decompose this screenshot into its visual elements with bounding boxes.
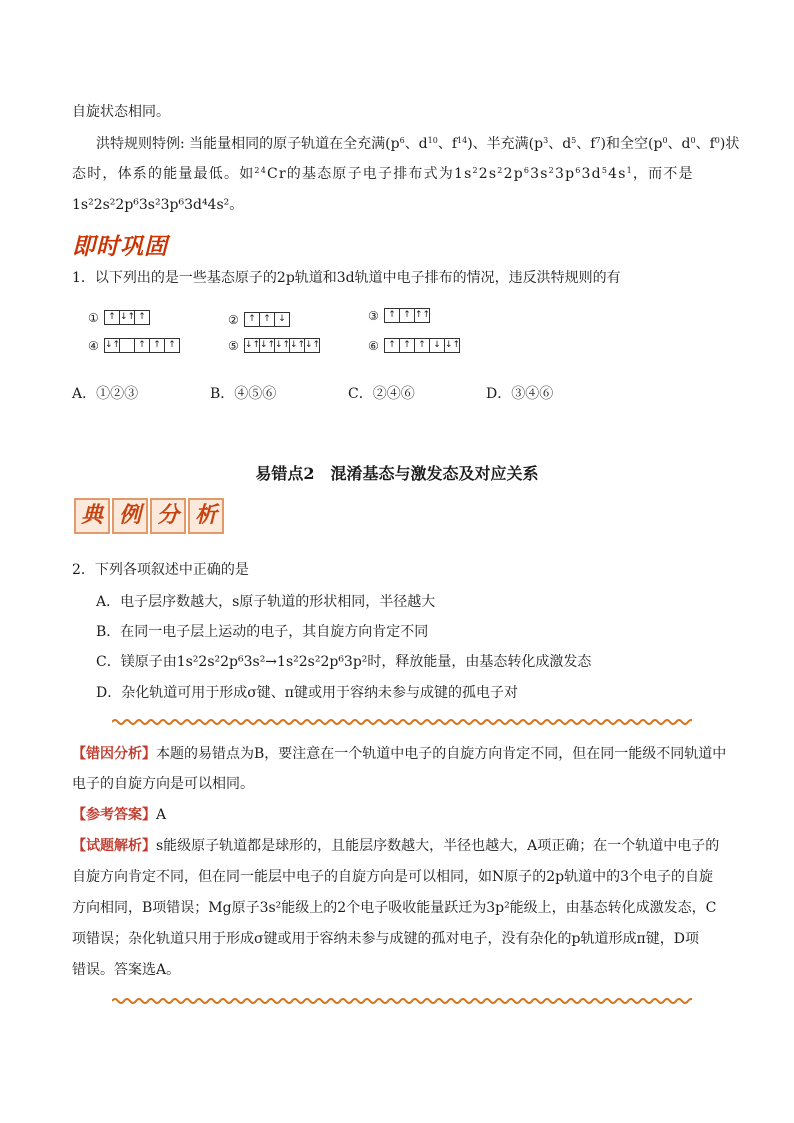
cr-config-line: 态时，体系的能量最低。如$^{24}$Cr的基态原子电子排布式为$1s^22s^22p^63s^23p^63d^54s^1$，而不是 xyxy=(72,166,694,182)
question-1: 1．以下列出的是一些基态原子的2p轨道和3d轨道中电子排布的情况，违反洪特规则的有 xyxy=(72,270,621,286)
wave-divider xyxy=(112,718,692,726)
orbital-boxes xyxy=(384,308,430,323)
section-heading: 易错点2 混淆基态与激发态及对应关系 xyxy=(255,464,539,483)
q2-option-a: A．电子层序数越大，s原子轨道的形状相同，半径越大 xyxy=(96,594,436,610)
option-d: D．③④⑥ xyxy=(486,386,554,402)
orbital-cell: ↑ xyxy=(415,339,430,352)
option-a: A．①②③ xyxy=(72,386,139,402)
orbital-cell: ↓↑ xyxy=(275,340,291,350)
orbital-diagram xyxy=(368,308,430,323)
orbital-cell: ↓↑ xyxy=(120,312,136,322)
orbital-number: ② xyxy=(228,312,239,327)
orbital-cell: ↑ xyxy=(138,312,146,322)
orbital-cell: ↑ xyxy=(150,339,165,352)
orbital-diagram xyxy=(88,338,180,353)
error-analysis: 【错因分析】本题的易错点为B，要注意在一个轨道中电子的自旋方向肯定不同，但在同一能级不同轨道中 xyxy=(72,746,727,762)
orbital-cell: ↑ xyxy=(245,313,260,326)
orbital-cell xyxy=(120,339,135,352)
cr-wrong-config: 1s²2s²2p⁶3s²3p⁶3d⁴4s²。 xyxy=(72,197,244,213)
orbital-boxes xyxy=(104,310,150,325)
orbital-cell: ↑ xyxy=(385,309,400,322)
orbital-cell: ↑ xyxy=(135,339,150,352)
orbital-boxes xyxy=(104,338,180,353)
banner-char: 典 xyxy=(74,498,110,534)
q2-option-c: C．镁原子由1s²2s²2p⁶3s²→1s²2s²2p⁶3p²时，释放能量，由基态转化成激发态 xyxy=(96,654,592,670)
orbital-cell: ↑ xyxy=(400,339,415,352)
solution-line-4: 项错误；杂化轨道只用于形成σ键或用于容纳未参与成键的孤对电子，没有杂化的p轨道形成π键，D项 xyxy=(72,931,699,947)
option-b: B．④⑤⑥ xyxy=(210,386,277,402)
solution-line-5: 错误。答案选A。 xyxy=(72,962,181,978)
orbital-diagram xyxy=(88,310,150,325)
orbital-cell: ↑ xyxy=(105,311,120,324)
orbital-diagram xyxy=(368,338,460,353)
orbital-boxes xyxy=(384,338,460,353)
q2-option-d: D．杂化轨道可用于形成σ键、π键或用于容纳未参与成键的孤电子对 xyxy=(96,685,518,701)
banner-example-analysis xyxy=(74,498,224,534)
banner-instant-review: 即时巩固 xyxy=(72,234,168,260)
orbital-boxes xyxy=(244,338,320,353)
orbital-boxes xyxy=(244,312,290,327)
reference-answer: 【参考答案】A xyxy=(72,807,167,823)
orbital-number: ⑤ xyxy=(228,338,239,353)
banner-char: 例 xyxy=(112,498,148,534)
orbital-cell: ↓↑ xyxy=(260,340,276,350)
orbital-number: ③ xyxy=(368,308,379,323)
paragraph-spin: 自旋状态相同。 xyxy=(72,104,170,120)
orbital-cell: ↑↑ xyxy=(415,310,431,320)
orbital-cell: ↑ xyxy=(400,309,415,322)
solution: 【试题解析】s能级原子轨道都是球形的，且能层序数越大，半径也越大，A项正确；在一个轨道中电子的 xyxy=(72,838,720,854)
orbital-cell: ↓↑ xyxy=(445,340,461,350)
q2-option-b: B．在同一电子层上运动的电子，其自旋方向肯定不同 xyxy=(96,624,429,640)
orbital-number: ⑥ xyxy=(368,338,379,353)
orbital-cell: ↑ xyxy=(168,340,176,350)
wave-divider xyxy=(112,997,692,1005)
orbital-number: ① xyxy=(88,310,99,325)
solution-line-2: 自旋方向肯定不同，但在同一能层中电子的自旋方向是可以相同，如N原子的2p轨道中的3个电子的自旋 xyxy=(72,869,714,885)
orbital-diagram xyxy=(228,312,290,327)
banner-char: 析 xyxy=(188,498,224,534)
orbital-cell: ↓ xyxy=(278,314,286,324)
orbital-number: ④ xyxy=(88,338,99,353)
orbital-cell: ↓↑ xyxy=(290,340,306,350)
orbital-cell: ↑ xyxy=(260,313,275,326)
question-2: 2．下列各项叙述中正确的是 xyxy=(72,562,249,578)
hund-rule-line: 洪特规则特例: 当能量相同的原子轨道在全充满($p^6$、$d^{10}$、$f^{14}$)、半充满($p^3$、$d^5$、$f^7$)和全空($p^0$、$d^0$、$f^0$)状 xyxy=(96,136,740,152)
orbital-cell: ↓↑ xyxy=(305,340,321,350)
option-c: C．②④⑥ xyxy=(348,386,415,402)
banner-char: 分 xyxy=(150,498,186,534)
orbital-cell: ↓ xyxy=(430,339,445,352)
orbital-cell: ↓↑ xyxy=(245,340,261,350)
orbital-cell: ↑ xyxy=(385,339,400,352)
orbital-diagram xyxy=(228,338,320,353)
error-analysis-cont: 电子的自旋方向是可以相同。 xyxy=(72,776,254,792)
orbital-cell: ↓↑ xyxy=(105,340,121,350)
solution-line-3: 方向相同，B项错误；Mg原子3s²能级上的2个电子吸收能量跃迁为3p²能级上，由基态转化成激发态，C xyxy=(72,900,717,916)
